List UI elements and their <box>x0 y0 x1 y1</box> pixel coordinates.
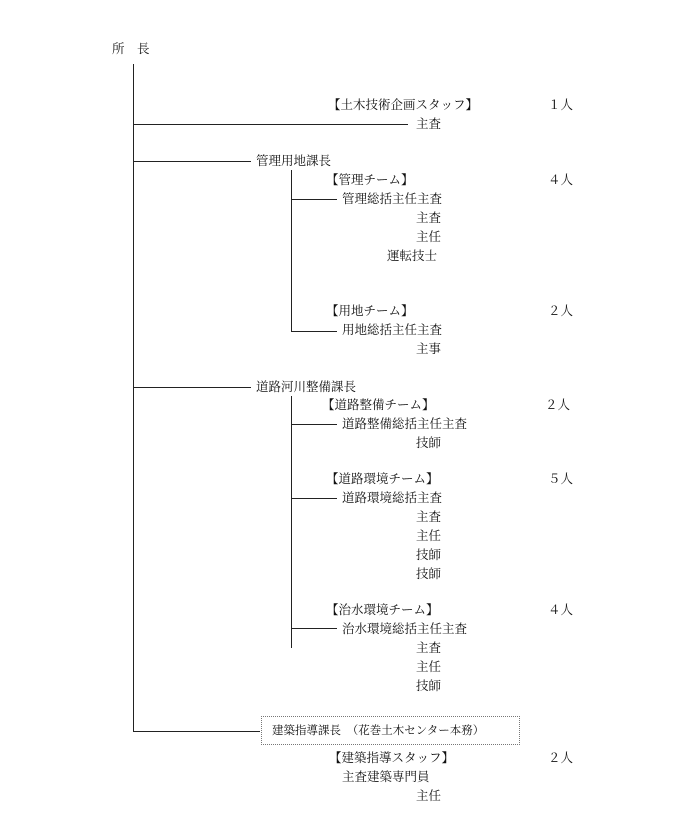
douro-chisui-team-label: 【治水環境チーム】 <box>326 602 439 617</box>
douro-chisui-member: 技師 <box>416 678 442 693</box>
douro-branch-line <box>133 387 251 388</box>
douro-kankyo-team-label: 【道路環境チーム】 <box>326 471 439 486</box>
douro-sub-trunk-line <box>291 396 292 648</box>
yochi-team-branch-line <box>291 331 337 332</box>
douro-kankyo-member: 技師 <box>416 547 442 562</box>
kenchiku-staff-member: 主査建築専門員 <box>342 769 430 784</box>
douro-kankyo-member: 主任 <box>416 528 442 543</box>
douro-seibi-member: 道路整備総括主任主査 <box>342 416 468 431</box>
kenchiku-branch-line <box>133 731 260 732</box>
doboku-staff-team-label: 【土木技術企画スタッフ】 <box>328 97 479 112</box>
main-trunk-line <box>133 64 134 732</box>
kanri-head-label: 管理用地課長 <box>256 153 332 168</box>
yochi-team-count: ２人 <box>548 303 574 318</box>
douro-chisui-member: 主査 <box>416 640 442 655</box>
kenchiku-head-label: 建築指導課長 （花巻土木センター本務） <box>272 723 485 737</box>
kenchiku-staff-count: ２人 <box>548 750 574 765</box>
kenchiku-staff-member: 主任 <box>416 788 442 803</box>
kanri-team-member: 運転技士 <box>387 248 438 263</box>
yochi-team-member: 用地総括主任主査 <box>342 322 443 337</box>
org-head-title: 所 長 <box>112 41 150 56</box>
douro-kankyo-member: 技師 <box>416 566 442 581</box>
douro-seibi-member: 技師 <box>416 435 442 450</box>
douro-chisui-team-count: ４人 <box>548 602 574 617</box>
kanri-team-branch-line <box>291 199 337 200</box>
yochi-team-label: 【用地チーム】 <box>326 303 414 318</box>
kenchiku-staff-team-label: 【建築指導スタッフ】 <box>329 750 455 765</box>
kanri-sub-trunk-line <box>291 170 292 332</box>
kenchiku-head-box <box>261 716 520 745</box>
doboku-staff-member: 主査 <box>416 116 442 131</box>
kanri-team-count: ４人 <box>548 172 574 187</box>
kanri-team-member: 主査 <box>416 210 442 225</box>
doboku-staff-branch-line <box>133 124 408 125</box>
douro-chisui-member: 主任 <box>416 659 442 674</box>
douro-head-label: 道路河川整備課長 <box>256 379 357 394</box>
yochi-team-member: 主事 <box>416 341 442 356</box>
douro-seibi-team-label: 【道路整備チーム】 <box>322 397 435 412</box>
douro-kankyo-member: 道路環境総括主査 <box>342 490 443 505</box>
douro-kankyo-branch-line <box>291 498 337 499</box>
douro-seibi-team-count: ２人 <box>545 397 571 412</box>
kanri-team-member: 管理総括主任主査 <box>342 191 443 206</box>
kanri-team-member: 主任 <box>416 229 442 244</box>
douro-chisui-branch-line <box>291 628 337 629</box>
kanri-branch-line <box>133 161 251 162</box>
doboku-staff-count: １人 <box>548 97 574 112</box>
douro-seibi-branch-line <box>291 424 337 425</box>
douro-kankyo-team-count: ５人 <box>548 471 574 486</box>
douro-chisui-member: 治水環境総括主任主査 <box>342 621 468 636</box>
douro-kankyo-member: 主査 <box>416 509 442 524</box>
kanri-team-label: 【管理チーム】 <box>326 172 414 187</box>
